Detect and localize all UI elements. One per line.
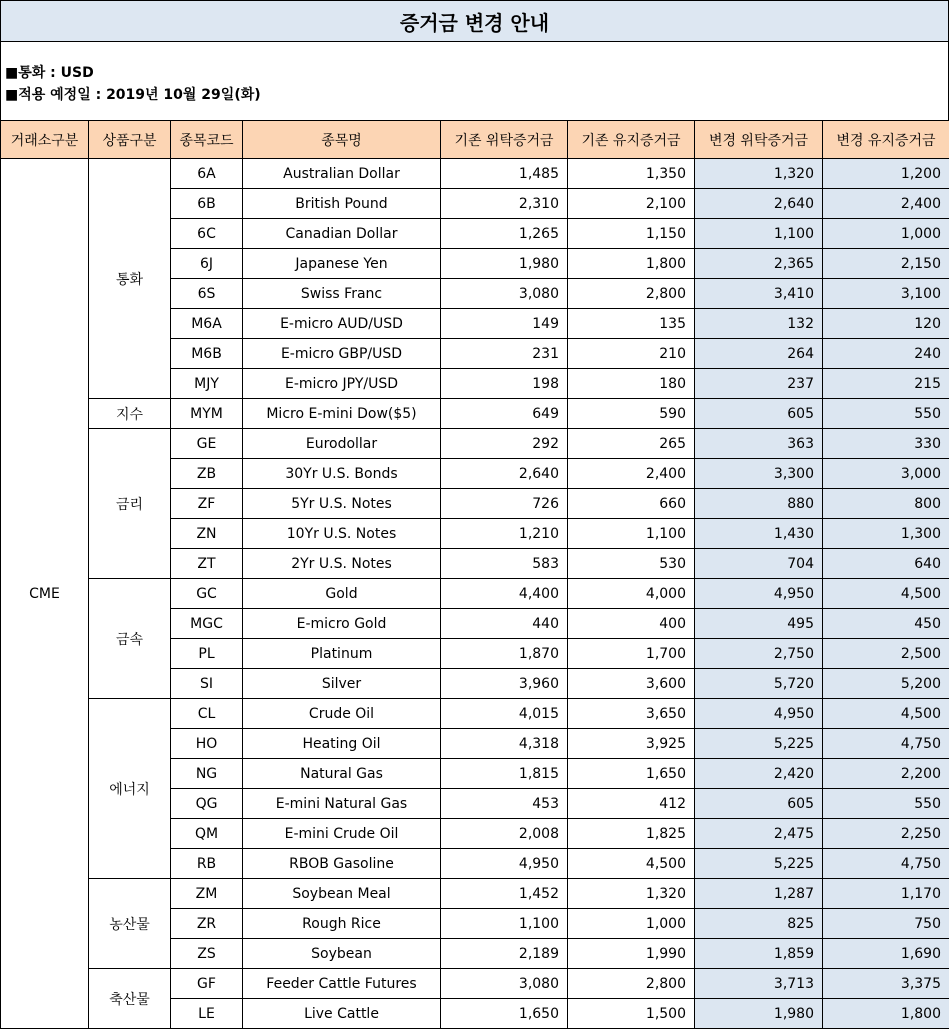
header-new-initial: 변경 위탁증거금 bbox=[695, 121, 823, 159]
new-initial-cell: 825 bbox=[695, 909, 823, 939]
new-initial-cell: 5,720 bbox=[695, 669, 823, 699]
new-initial-cell: 1,320 bbox=[695, 159, 823, 189]
new-maintenance-cell: 1,300 bbox=[823, 519, 949, 549]
table-row bbox=[1, 399, 949, 429]
old-maintenance-cell: 660 bbox=[568, 489, 695, 519]
new-maintenance-cell: 1,800 bbox=[823, 999, 949, 1029]
code-cell: 6J bbox=[171, 249, 243, 279]
code-cell: GC bbox=[171, 579, 243, 609]
old-maintenance-cell: 2,400 bbox=[568, 459, 695, 489]
old-initial-cell: 1,980 bbox=[441, 249, 568, 279]
table-row bbox=[1, 579, 949, 609]
old-initial-cell: 1,210 bbox=[441, 519, 568, 549]
name-cell: E-micro AUD/USD bbox=[243, 309, 441, 339]
name-cell: Platinum bbox=[243, 639, 441, 669]
new-maintenance-cell: 4,750 bbox=[823, 849, 949, 879]
code-cell: CL bbox=[171, 699, 243, 729]
name-cell: Live Cattle bbox=[243, 999, 441, 1029]
new-maintenance-cell: 1,170 bbox=[823, 879, 949, 909]
new-initial-cell: 1,980 bbox=[695, 999, 823, 1029]
name-cell: Soybean bbox=[243, 939, 441, 969]
new-maintenance-cell: 330 bbox=[823, 429, 949, 459]
code-cell: ZR bbox=[171, 909, 243, 939]
old-maintenance-cell: 1,990 bbox=[568, 939, 695, 969]
new-initial-cell: 1,859 bbox=[695, 939, 823, 969]
old-maintenance-cell: 2,100 bbox=[568, 189, 695, 219]
old-maintenance-cell: 590 bbox=[568, 399, 695, 429]
new-maintenance-cell: 550 bbox=[823, 399, 949, 429]
code-cell: 6A bbox=[171, 159, 243, 189]
old-maintenance-cell: 2,800 bbox=[568, 969, 695, 999]
code-cell: RB bbox=[171, 849, 243, 879]
old-maintenance-cell: 400 bbox=[568, 609, 695, 639]
name-cell: 30Yr U.S. Bonds bbox=[243, 459, 441, 489]
name-cell: Canadian Dollar bbox=[243, 219, 441, 249]
new-initial-cell: 5,225 bbox=[695, 729, 823, 759]
new-maintenance-cell: 2,250 bbox=[823, 819, 949, 849]
header-code: 종목코드 bbox=[171, 121, 243, 159]
new-maintenance-cell: 5,200 bbox=[823, 669, 949, 699]
old-initial-cell: 3,080 bbox=[441, 279, 568, 309]
header-row bbox=[1, 121, 949, 159]
code-cell: ZF bbox=[171, 489, 243, 519]
old-initial-cell: 4,318 bbox=[441, 729, 568, 759]
old-initial-cell: 3,080 bbox=[441, 969, 568, 999]
new-maintenance-cell: 1,200 bbox=[823, 159, 949, 189]
old-initial-cell: 649 bbox=[441, 399, 568, 429]
notice-info bbox=[0, 42, 949, 120]
new-initial-cell: 1,430 bbox=[695, 519, 823, 549]
old-initial-cell: 1,650 bbox=[441, 999, 568, 1029]
new-maintenance-cell: 750 bbox=[823, 909, 949, 939]
old-initial-cell: 231 bbox=[441, 339, 568, 369]
new-maintenance-cell: 240 bbox=[823, 339, 949, 369]
name-cell: Rough Rice bbox=[243, 909, 441, 939]
new-initial-cell: 2,640 bbox=[695, 189, 823, 219]
old-initial-cell: 1,265 bbox=[441, 219, 568, 249]
old-initial-cell: 2,310 bbox=[441, 189, 568, 219]
new-initial-cell: 1,100 bbox=[695, 219, 823, 249]
new-initial-cell: 3,300 bbox=[695, 459, 823, 489]
new-initial-cell: 363 bbox=[695, 429, 823, 459]
code-cell: MJY bbox=[171, 369, 243, 399]
name-cell: Soybean Meal bbox=[243, 879, 441, 909]
new-maintenance-cell: 2,400 bbox=[823, 189, 949, 219]
header-old-initial: 기존 위탁증거금 bbox=[441, 121, 568, 159]
code-cell: ZB bbox=[171, 459, 243, 489]
header-new-maintenance: 변경 유지증거금 bbox=[823, 121, 949, 159]
code-cell: 6S bbox=[171, 279, 243, 309]
new-initial-cell: 2,475 bbox=[695, 819, 823, 849]
new-initial-cell: 3,713 bbox=[695, 969, 823, 999]
code-cell: SI bbox=[171, 669, 243, 699]
old-maintenance-cell: 1,500 bbox=[568, 999, 695, 1029]
name-cell: E-mini Crude Oil bbox=[243, 819, 441, 849]
name-cell: 2Yr U.S. Notes bbox=[243, 549, 441, 579]
new-initial-cell: 4,950 bbox=[695, 579, 823, 609]
old-initial-cell: 583 bbox=[441, 549, 568, 579]
table-row bbox=[1, 429, 949, 459]
category-cell: 금속 bbox=[89, 579, 171, 699]
category-cell: 지수 bbox=[89, 399, 171, 429]
new-initial-cell: 5,225 bbox=[695, 849, 823, 879]
old-maintenance-cell: 1,825 bbox=[568, 819, 695, 849]
new-maintenance-cell: 800 bbox=[823, 489, 949, 519]
code-cell: 6C bbox=[171, 219, 243, 249]
new-maintenance-cell: 1,690 bbox=[823, 939, 949, 969]
name-cell: RBOB Gasoline bbox=[243, 849, 441, 879]
old-maintenance-cell: 1,000 bbox=[568, 909, 695, 939]
name-cell: Feeder Cattle Futures bbox=[243, 969, 441, 999]
code-cell: NG bbox=[171, 759, 243, 789]
old-initial-cell: 4,950 bbox=[441, 849, 568, 879]
old-initial-cell: 1,870 bbox=[441, 639, 568, 669]
old-maintenance-cell: 1,100 bbox=[568, 519, 695, 549]
new-initial-cell: 880 bbox=[695, 489, 823, 519]
name-cell: Silver bbox=[243, 669, 441, 699]
old-maintenance-cell: 3,650 bbox=[568, 699, 695, 729]
code-cell: LE bbox=[171, 999, 243, 1029]
category-cell: 농산물 bbox=[89, 879, 171, 969]
old-maintenance-cell: 412 bbox=[568, 789, 695, 819]
code-cell: ZN bbox=[171, 519, 243, 549]
old-initial-cell: 1,485 bbox=[441, 159, 568, 189]
code-cell: QM bbox=[171, 819, 243, 849]
new-initial-cell: 3,410 bbox=[695, 279, 823, 309]
new-initial-cell: 2,750 bbox=[695, 639, 823, 669]
code-cell: GF bbox=[171, 969, 243, 999]
header-exchange: 거래소구분 bbox=[1, 121, 89, 159]
old-maintenance-cell: 210 bbox=[568, 339, 695, 369]
old-initial-cell: 3,960 bbox=[441, 669, 568, 699]
old-maintenance-cell: 135 bbox=[568, 309, 695, 339]
old-initial-cell: 4,400 bbox=[441, 579, 568, 609]
old-initial-cell: 2,189 bbox=[441, 939, 568, 969]
name-cell: Crude Oil bbox=[243, 699, 441, 729]
code-cell: ZT bbox=[171, 549, 243, 579]
new-initial-cell: 2,420 bbox=[695, 759, 823, 789]
code-cell: QG bbox=[171, 789, 243, 819]
new-maintenance-cell: 2,150 bbox=[823, 249, 949, 279]
new-maintenance-cell: 4,750 bbox=[823, 729, 949, 759]
name-cell: E-micro Gold bbox=[243, 609, 441, 639]
name-cell: Gold bbox=[243, 579, 441, 609]
name-cell: E-micro JPY/USD bbox=[243, 369, 441, 399]
old-maintenance-cell: 180 bbox=[568, 369, 695, 399]
exchange-cell: CME bbox=[1, 159, 89, 1029]
effective-date-line: ■적용 예정일 : 2019년 10월 29일(화) bbox=[5, 87, 261, 103]
old-initial-cell: 726 bbox=[441, 489, 568, 519]
new-initial-cell: 1,287 bbox=[695, 879, 823, 909]
new-maintenance-cell: 3,000 bbox=[823, 459, 949, 489]
old-initial-cell: 4,015 bbox=[441, 699, 568, 729]
category-cell: 축산물 bbox=[89, 969, 171, 1029]
old-initial-cell: 440 bbox=[441, 609, 568, 639]
old-maintenance-cell: 1,320 bbox=[568, 879, 695, 909]
new-maintenance-cell: 450 bbox=[823, 609, 949, 639]
name-cell: Heating Oil bbox=[243, 729, 441, 759]
old-maintenance-cell: 265 bbox=[568, 429, 695, 459]
new-maintenance-cell: 550 bbox=[823, 789, 949, 819]
new-maintenance-cell: 3,100 bbox=[823, 279, 949, 309]
name-cell: Micro E-mini Dow($5) bbox=[243, 399, 441, 429]
old-maintenance-cell: 1,650 bbox=[568, 759, 695, 789]
code-cell: M6A bbox=[171, 309, 243, 339]
new-maintenance-cell: 4,500 bbox=[823, 699, 949, 729]
new-initial-cell: 4,950 bbox=[695, 699, 823, 729]
old-maintenance-cell: 1,150 bbox=[568, 219, 695, 249]
new-maintenance-cell: 2,200 bbox=[823, 759, 949, 789]
new-initial-cell: 495 bbox=[695, 609, 823, 639]
name-cell: Australian Dollar bbox=[243, 159, 441, 189]
category-cell: 에너지 bbox=[89, 699, 171, 879]
old-initial-cell: 149 bbox=[441, 309, 568, 339]
new-initial-cell: 605 bbox=[695, 789, 823, 819]
category-cell: 금리 bbox=[89, 429, 171, 579]
new-maintenance-cell: 4,500 bbox=[823, 579, 949, 609]
table-body bbox=[1, 159, 949, 1029]
margin-table bbox=[0, 120, 949, 1029]
category-cell: 통화 bbox=[89, 159, 171, 399]
code-cell: ZS bbox=[171, 939, 243, 969]
old-initial-cell: 1,452 bbox=[441, 879, 568, 909]
new-initial-cell: 2,365 bbox=[695, 249, 823, 279]
old-maintenance-cell: 2,800 bbox=[568, 279, 695, 309]
old-maintenance-cell: 4,000 bbox=[568, 579, 695, 609]
code-cell: GE bbox=[171, 429, 243, 459]
name-cell: Swiss Franc bbox=[243, 279, 441, 309]
code-cell: PL bbox=[171, 639, 243, 669]
code-cell: 6B bbox=[171, 189, 243, 219]
page-title: 증거금 변경 안내 bbox=[0, 0, 949, 42]
table-row bbox=[1, 969, 949, 999]
old-initial-cell: 1,815 bbox=[441, 759, 568, 789]
old-initial-cell: 292 bbox=[441, 429, 568, 459]
old-maintenance-cell: 3,925 bbox=[568, 729, 695, 759]
name-cell: Japanese Yen bbox=[243, 249, 441, 279]
new-maintenance-cell: 2,500 bbox=[823, 639, 949, 669]
name-cell: 5Yr U.S. Notes bbox=[243, 489, 441, 519]
new-initial-cell: 264 bbox=[695, 339, 823, 369]
old-maintenance-cell: 1,350 bbox=[568, 159, 695, 189]
new-initial-cell: 605 bbox=[695, 399, 823, 429]
new-maintenance-cell: 120 bbox=[823, 309, 949, 339]
new-maintenance-cell: 215 bbox=[823, 369, 949, 399]
new-initial-cell: 704 bbox=[695, 549, 823, 579]
name-cell: British Pound bbox=[243, 189, 441, 219]
new-maintenance-cell: 640 bbox=[823, 549, 949, 579]
header-name: 종목명 bbox=[243, 121, 441, 159]
table-row bbox=[1, 699, 949, 729]
name-cell: Natural Gas bbox=[243, 759, 441, 789]
table-row bbox=[1, 159, 949, 189]
code-cell: M6B bbox=[171, 339, 243, 369]
table-row bbox=[1, 879, 949, 909]
old-maintenance-cell: 530 bbox=[568, 549, 695, 579]
code-cell: MGC bbox=[171, 609, 243, 639]
name-cell: 10Yr U.S. Notes bbox=[243, 519, 441, 549]
old-maintenance-cell: 3,600 bbox=[568, 669, 695, 699]
old-maintenance-cell: 4,500 bbox=[568, 849, 695, 879]
name-cell: Eurodollar bbox=[243, 429, 441, 459]
old-initial-cell: 198 bbox=[441, 369, 568, 399]
header-category: 상품구분 bbox=[89, 121, 171, 159]
new-initial-cell: 132 bbox=[695, 309, 823, 339]
old-initial-cell: 1,100 bbox=[441, 909, 568, 939]
old-maintenance-cell: 1,800 bbox=[568, 249, 695, 279]
header-old-maintenance: 기존 유지증거금 bbox=[568, 121, 695, 159]
code-cell: ZM bbox=[171, 879, 243, 909]
currency-line: ■통화 : USD bbox=[5, 65, 94, 81]
new-maintenance-cell: 1,000 bbox=[823, 219, 949, 249]
code-cell: HO bbox=[171, 729, 243, 759]
old-maintenance-cell: 1,700 bbox=[568, 639, 695, 669]
old-initial-cell: 453 bbox=[441, 789, 568, 819]
old-initial-cell: 2,008 bbox=[441, 819, 568, 849]
name-cell: E-micro GBP/USD bbox=[243, 339, 441, 369]
old-initial-cell: 2,640 bbox=[441, 459, 568, 489]
name-cell: E-mini Natural Gas bbox=[243, 789, 441, 819]
new-maintenance-cell: 3,375 bbox=[823, 969, 949, 999]
new-initial-cell: 237 bbox=[695, 369, 823, 399]
code-cell: MYM bbox=[171, 399, 243, 429]
